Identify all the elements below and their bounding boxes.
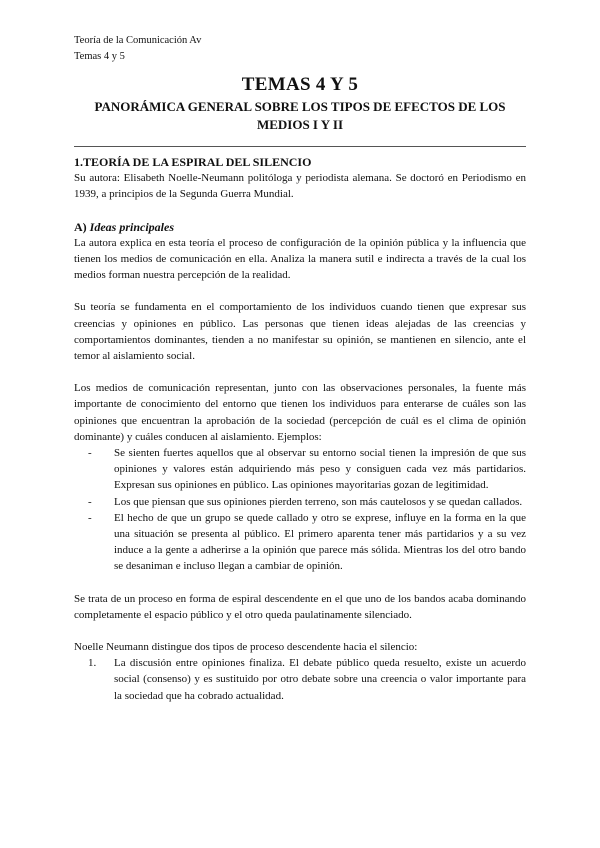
- subsection-label: A): [74, 219, 87, 234]
- list-text: La discusión entre opiniones finaliza. El debate público queda resuelto, existe un acuerdo social (consenso) y es sustituido por otro debate sobre una creencia o valor importante para la sociedad que ha cobrado actualidad.: [114, 657, 526, 702]
- paragraph-3: Los medios de comunicación representan, junto con las observaciones personales, la fuente más importante de conocimiento del entorno que tienen los individuos para enterarse de cuáles son las opiniones que encuentran la aprobación de la sociedad (percepción de cuál es el clima de opinión dominante) y cuáles conducen al aislamiento. Ejemplos:: [74, 382, 526, 443]
- title-divider: [74, 146, 526, 147]
- document-subtitle: PANORÁMICA GENERAL SOBRE LOS TIPOS DE EFECTOS DE LOS MEDIOS I Y II: [94, 99, 506, 132]
- paragraph-2: Su teoría se fundamenta en el comportamiento de los individuos cuando tienen que expresar sus creencias y opiniones en público. Las personas que tienen ideas alejadas de las creencias y comportamientos dominantes, tienden a no manifestar su opinión, se mantienen en silencio, ante el temor al aislamiento social.: [74, 301, 526, 363]
- list-number: 1.: [88, 657, 97, 670]
- header-course: Teoría de la Comunicación Av: [74, 35, 202, 46]
- page-header: [74, 33, 201, 65]
- list-item: - El hecho de que un grupo se quede callado y otro se exprese, influye en la forma en la que una situación se presenta al público. El primero aparenta tener más partidarios y a su vez induce a la gente a adherirse a la opinión que parece más sólida. Mientras los del otro bando se desaniman e incluso llegan a cambiar de opinión.: [114, 510, 526, 575]
- list-item: - Se sienten fuertes aquellos que al observar su entorno social tienen la impresión de que sus opiniones y valores están adquiriendo más peso y consiguen cada vez más partidarios. Expresan sus opiniones en público. Las opiniones mayoritarias gozan de legitimidad.: [114, 445, 526, 494]
- paragraph-5: Noelle Neumann distingue dos tipos de proceso descendente hacia el silencio:: [74, 641, 418, 654]
- section-heading: 1.TEORÍA DE LA ESPIRAL DEL SILENCIO: [74, 155, 312, 169]
- process-list: [74, 655, 526, 704]
- subsection-heading: [74, 219, 526, 235]
- subsection-title: Ideas principales: [89, 219, 175, 234]
- paragraph-4: Se trata de un proceso en forma de espiral descendente en el que uno de los bandos acaba dominando completamente el espacio público y el otro queda paulatinamente silenciado.: [74, 592, 526, 621]
- list-item: [88, 655, 526, 704]
- list-item: - Los que piensan que sus opiniones pierden terreno, son más cautelosos y se quedan callados.: [114, 494, 526, 510]
- examples-list: [74, 445, 526, 575]
- header-topics: Temas 4 y 5: [74, 51, 125, 62]
- author-paragraph: Su autora: Elisabeth Noelle-Neumann politóloga y periodista alemana. Se doctoró en Periodismo en 1939, a principios de la Segunda Guerra Mundial.: [74, 172, 526, 201]
- document-body: [74, 154, 526, 704]
- paragraph-1: La autora explica en esta teoría el proceso de configuración de la opinión pública y la influencia que tienen los medios de comunicación en ella. Analiza la manera sutil e indirecta a través de la cual los medios forman nuestra percepción de la realidad.: [74, 236, 526, 282]
- document-title: TEMAS 4 Y 5: [241, 74, 359, 95]
